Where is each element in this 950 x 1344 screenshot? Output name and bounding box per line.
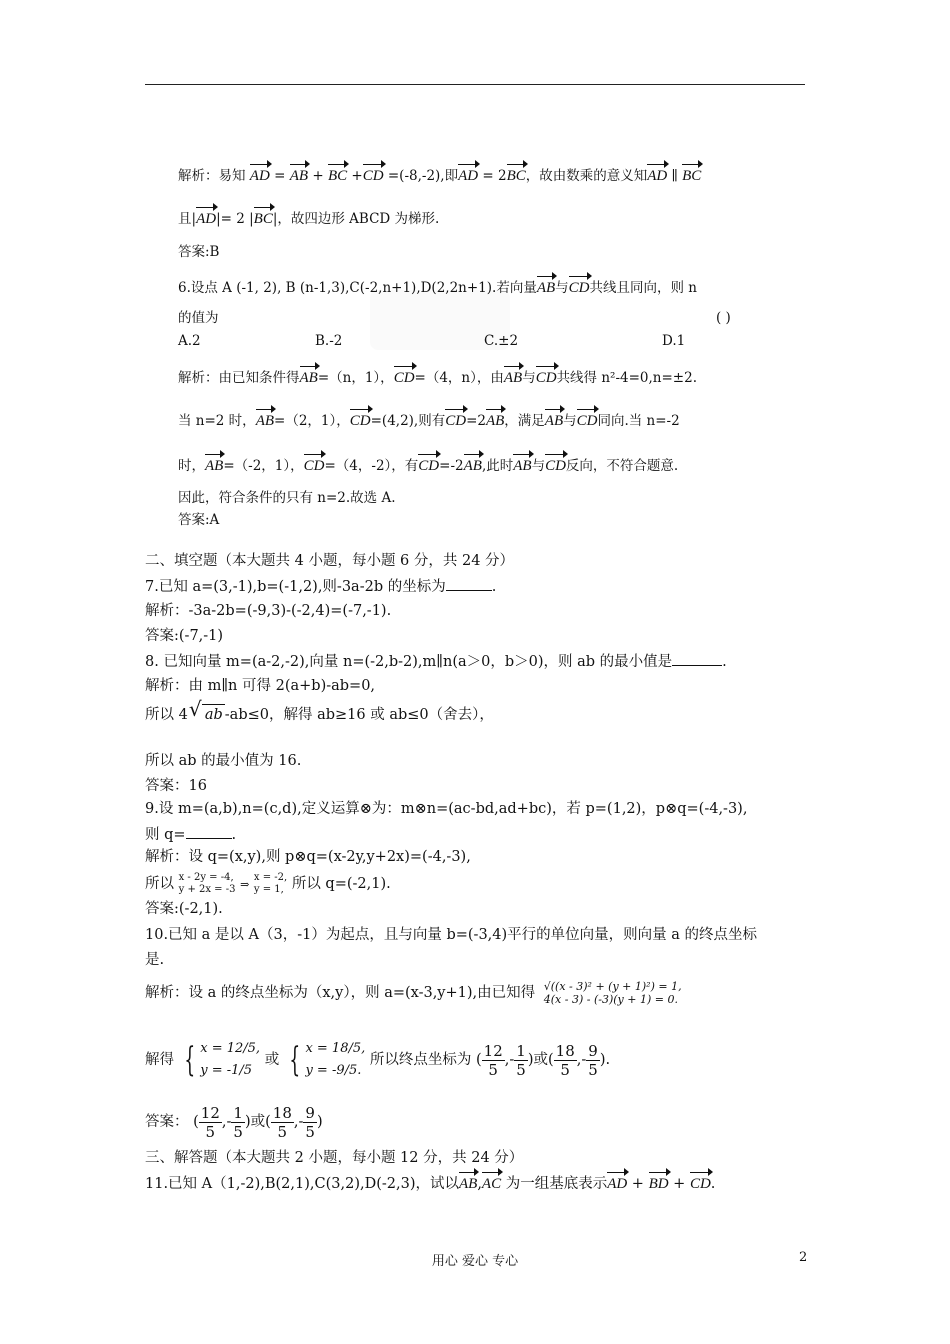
answer-5: 答案:B [178,244,220,260]
question-10-line2: 是. [145,952,165,968]
solution-6-line4: 因此，符合条件的只有 n=2.故选 A. [178,490,396,506]
section-2-heading: 二、填空题（本大题共 4 小题，每小题 6 分，共 24 分） [145,553,515,569]
question-9-line2: 则 q= . [145,824,236,845]
header-rule [145,84,805,85]
solution-10-line2: 解得 { x = 12/5, y = -1/5 或 { x = 18/5, y = -9/5. 所以终点坐标为 ( $\frac{12}{5}$ ,- $\frac{1}{5}$ )或( $\frac{18}{5}$ ,- $\frac{9}{5}$ ). [145,1040,611,1080]
question-6-line2: 的值为 [178,310,219,326]
answer-7: 答案:(-7,-1) [145,628,224,644]
solution-9-line1: 解析：设 q=(x,y),则 p⊗q=(x-2y,y+2x)=(-4,-3), [145,849,471,865]
answer-9: 答案:(-2,1). [145,901,223,917]
solution-8-line3: 所以 ab 的最小值为 16. [145,753,302,769]
page-number: 2 [799,1250,808,1265]
section-3-heading: 三、解答题（本大题共 2 小题，每小题 12 分，共 24 分） [145,1150,524,1166]
solution-5-line2: 且|AD|= 2 |BC|，故四边形 ABCD 为梯形. [178,207,439,229]
solution-6-line2: 当 n=2 时，AB=（2，1），CD=(4,2),则有CD=2AB，满足AB与CD同向.当 n=-2 [178,409,680,431]
option-c: C.±2 [484,333,519,349]
page-footer: 用心 爱心 专心 [431,1254,519,1269]
equation-system-9: x - 2y = -4, y + 2x = -3 [178,872,236,895]
answer-paren: ( ) [716,310,731,326]
solution-6-line1: 解析：由已知条件得AB=（n，1），CD=（4，n），由AB与CD共线得 n²-4=0,n=±2. [178,366,697,388]
question-10-line1: 10.已知 a 是以 A（3，-1）为起点，且与向量 b=(-3,4)平行的单位向量，则向量 a 的终点坐标 [145,927,758,943]
question-8: 8. 已知向量 m=(a-2,-2),向量 n=(-2,b-2),m∥n(a＞0，b＞0)，则 ab 的最小值是 . [145,651,727,672]
answer-10: 答案： ( $\frac{12}{5}$ ,- $\frac{1}{5}$ )或( $\frac{18}{5}$ ,- $\frac{9}{5}$ ) [145,1103,323,1141]
question-9-line1: 9.设 m=(a,b),n=(c,d),定义运算⊗为：m⊗n=(ac-bd,ad+bc)，若 p=(1,2)，p⊗q=(-4,-3), [145,801,748,817]
answer-8: 答案：16 [145,778,207,794]
solution-9-line2: 所以 x - 2y = -4, y + 2x = -3 ⇒ x = -2, y = 1, 所以 q=(-2,1). [145,872,391,895]
equation-system-10: √((x - 3)² + (y + 1)²) = 1, 4(x - 3) - (-3)(y + 1) = 0. [543,980,682,1006]
option-b: B.-2 [315,333,343,349]
solution-10-line1: 解析：设 a 的终点坐标为（x,y），则 a=(x-3,y+1),由已知得 √((x - 3)² + (y + 1)²) = 1, 4(x - 3) - (-3)(y + 1) = 0. [145,980,682,1006]
solution-8-line1: 解析：由 m∥n 可得 2(a+b)-ab=0, [145,678,376,694]
solution-7: 解析：-3a-2b=(-9,3)-(-2,4)=(-7,-1). [145,603,392,619]
option-a: A.2 [178,333,201,349]
solution-8-line2: 所以 4√ ab -ab≤0，解得 ab≥16 或 ab≤0（舍去）， [145,704,494,725]
question-6: 6.设点 A (-1, 2), B (n-1,3),C(-2,n+1),D(2,2n+1).若向量AB与CD共线且同向，则 n [178,276,697,298]
answer-6: 答案:A [178,512,220,528]
solution-5-line1: 解析：易知 AD = AB + BC +CD =(-8,-2),即AD = 2BC，故由数乘的意义知AD ∥ BC [178,164,701,186]
option-d: D.1 [662,333,686,349]
question-7: 7.已知 a=(3,-1),b=(-1,2),则-3a-2b 的坐标为 . [145,576,496,597]
solution-6-line3: 时，AB=（-2，1），CD=（4，-2），有CD=-2AB,此时AB与CD反向，不符合题意. [178,454,678,476]
question-11: 11.已知 A（1,-2),B(2,1),C(3,2),D(-2,3)，试以AB,AC 为一组基底表示AD + BD + CD. [145,1172,715,1194]
sqrt-ab: √ ab [202,704,225,725]
